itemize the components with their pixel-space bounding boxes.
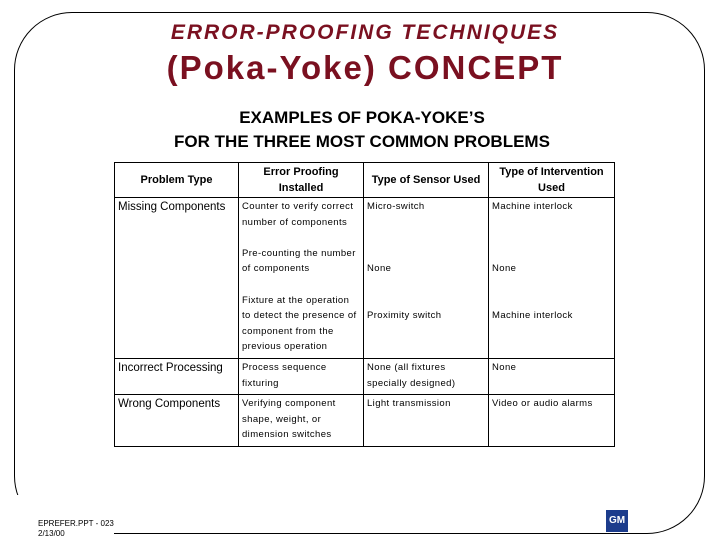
header-sensor-type: Type of Sensor Used [364, 163, 489, 198]
header-intervention-type: Type of Intervention Used [489, 163, 615, 198]
footer-date: 2/13/00 [38, 529, 65, 538]
subtitle [112, 106, 612, 154]
cell-entry: None [492, 263, 517, 275]
error-proofing-cell [239, 358, 364, 394]
cell-entry: None [367, 263, 392, 275]
cell-entry: Machine interlock [492, 310, 573, 322]
cell-entry: Light transmission [367, 398, 451, 410]
problem-cell: Missing Components [115, 198, 239, 359]
problem-cell: Wrong Components [115, 395, 239, 447]
poka-yoke-table [114, 162, 615, 447]
cell-entry: Pre-counting the number of components [242, 247, 356, 275]
header-problem-type: Problem Type [115, 163, 239, 198]
title-line-2: (Poka-Yoke) CONCEPT [166, 49, 564, 86]
cell-entry: Process sequence fixturing [242, 361, 327, 389]
subtitle-line-2: FOR THE THREE MOST COMMON PROBLEMS [174, 132, 550, 151]
table-header-row [115, 163, 615, 198]
gm-logo: GM [606, 510, 628, 532]
cell-entry: None [492, 361, 517, 373]
table-row [115, 395, 615, 447]
cell-entry: Counter to verify correct number of components [242, 201, 354, 228]
cell-entry: Fixture at the operation to detect the presence of component from the previous operation [242, 294, 357, 353]
title-line-1: ERROR-PROOFING TECHNIQUES [170, 21, 560, 44]
header-error-proofing: Error Proofing Installed [239, 163, 364, 198]
cell-entry: Video or audio alarms [492, 398, 593, 410]
intervention-cell [489, 198, 615, 359]
footer-reference [38, 519, 114, 539]
cell-entry: Proximity switch [367, 310, 442, 322]
subtitle-line-1: EXAMPLES OF POKA-YOKE’S [239, 108, 485, 127]
error-proofing-cell [239, 198, 364, 359]
intervention-cell [489, 358, 615, 394]
error-proofing-cell [239, 395, 364, 447]
cell-entry: None (all fixtures specially designed) [367, 361, 456, 389]
cell-entry: Micro-switch [367, 201, 425, 212]
table-row [115, 198, 615, 359]
cell-entry: Machine interlock [492, 201, 573, 212]
cell-entry: Verifying component shape, weight, or dimension switches [242, 398, 336, 441]
sensor-cell [364, 198, 489, 359]
table-row [115, 358, 615, 394]
footer-file-code: EPREFER.PPT - 023 [38, 519, 114, 528]
sensor-cell [364, 358, 489, 394]
intervention-cell [489, 395, 615, 447]
problem-cell: Incorrect Processing [115, 358, 239, 394]
sensor-cell [364, 395, 489, 447]
